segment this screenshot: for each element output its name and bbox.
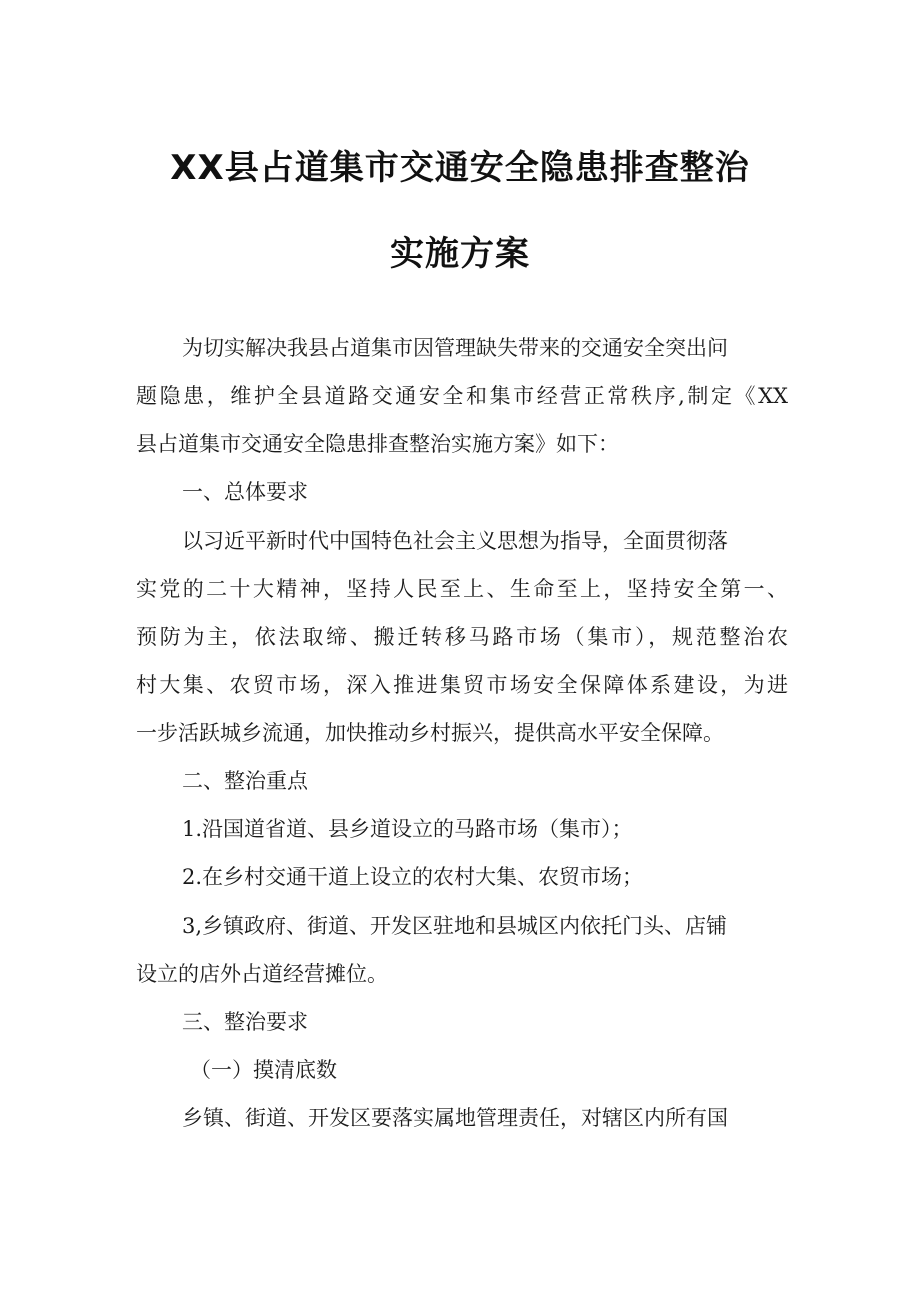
paragraph-line: 题隐患，维护全县道路交通安全和集市经营正常秩序,制定《XX <box>136 384 788 408</box>
paragraph-line: 一步活跃城乡流通，加快推动乡村振兴，提供高水平安全保障。 <box>136 721 724 745</box>
paragraph-line: 县占道集市交通安全隐患排查整治实施方案》如下： <box>136 432 619 456</box>
paragraph-line: 预防为主，依法取缔、搬迁转移马路市场（集市），规范整治农 <box>136 625 788 649</box>
section-heading: 二、整治重点 <box>182 769 308 793</box>
document-title-line-1: XX县占道集市交通安全隐患排查整治 <box>170 148 750 188</box>
paragraph-line: 村大集、农贸市场，深入推进集贸市场安全保障体系建设，为进 <box>136 673 788 697</box>
paragraph-line: 为切实解决我县占道集市因管理缺失带来的交通安全突出问 <box>182 336 728 360</box>
section-heading: 三、整治要求 <box>182 1010 308 1034</box>
list-item: 3,乡镇政府、街道、开发区驻地和县城区内依托门头、店铺 <box>182 914 728 938</box>
paragraph-line: 以习近平新时代中国特色社会主义思想为指导，全面贯彻落 <box>182 529 728 553</box>
list-item: 1.沿国道省道、县乡道设立的马路市场（集市）； <box>182 817 633 841</box>
subsection-heading: （一）摸清底数 <box>190 1058 337 1082</box>
list-item-continuation: 设立的店外占道经营摊位。 <box>136 962 388 986</box>
paragraph-line: 乡镇、街道、开发区要落实属地管理责任，对辖区内所有国 <box>182 1106 728 1130</box>
document-title-line-2: 实施方案 <box>390 234 530 274</box>
paragraph-line: 实党的二十大精神，坚持人民至上、生命至上，坚持安全第一、 <box>136 577 788 601</box>
section-heading: 一、总体要求 <box>182 480 308 504</box>
list-item: 2.在乡村交通干道上设立的农村大集、农贸市场； <box>182 865 644 889</box>
